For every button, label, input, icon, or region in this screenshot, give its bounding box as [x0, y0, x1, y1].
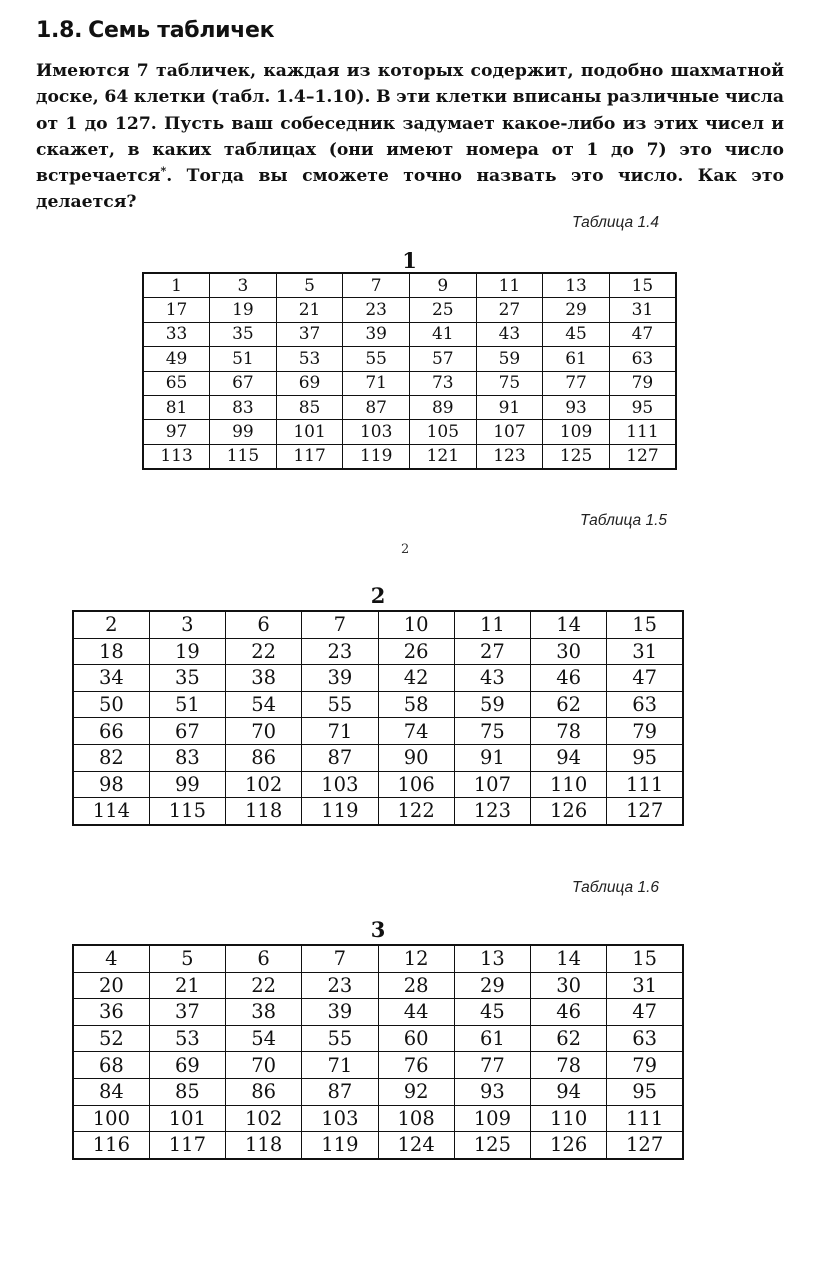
table-cell: 126 [531, 1132, 607, 1159]
table-cell: 119 [302, 1132, 378, 1159]
table-cell: 37 [149, 999, 225, 1026]
table-cell: 54 [226, 1025, 302, 1052]
table-cell: 23 [302, 638, 378, 665]
table-cell: 31 [607, 972, 683, 999]
table-cell: 60 [378, 1025, 454, 1052]
table-cell: 118 [226, 798, 302, 825]
table-cell: 10 [378, 611, 454, 638]
table-row [143, 273, 676, 298]
table-cell: 37 [276, 322, 343, 346]
table-cell: 119 [343, 444, 410, 469]
table-cell: 29 [454, 972, 530, 999]
table-cell: 111 [607, 771, 683, 798]
table-row [143, 420, 676, 444]
table-cell: 115 [149, 798, 225, 825]
table-cell: 76 [378, 1052, 454, 1079]
table-cell: 71 [343, 371, 410, 395]
table-cell: 125 [454, 1132, 530, 1159]
number-table-1 [142, 272, 677, 470]
table-cell: 4 [73, 945, 149, 972]
table-cell: 83 [210, 395, 277, 419]
table-cell: 111 [609, 420, 676, 444]
table-row [73, 945, 683, 972]
table-cell: 55 [343, 347, 410, 371]
table-cell: 86 [226, 744, 302, 771]
table-cell: 3 [149, 611, 225, 638]
table-cell: 63 [609, 347, 676, 371]
table-cell: 23 [343, 298, 410, 322]
table-cell: 75 [476, 371, 543, 395]
table-row [143, 322, 676, 346]
table-cell: 53 [276, 347, 343, 371]
table-cell: 11 [476, 273, 543, 298]
table-cell: 94 [531, 744, 607, 771]
table-cell: 83 [149, 744, 225, 771]
table-cell: 50 [73, 691, 149, 718]
table-cell: 55 [302, 691, 378, 718]
table-cell: 62 [531, 691, 607, 718]
table-cell: 63 [607, 1025, 683, 1052]
section-title: Семь табличек [88, 18, 275, 43]
table-caption-1: Таблица 1.4 [572, 214, 659, 231]
table-cell: 89 [410, 395, 477, 419]
table-cell: 101 [149, 1105, 225, 1132]
table-row [73, 1132, 683, 1159]
table-cell: 39 [343, 322, 410, 346]
table-cell: 13 [543, 273, 610, 298]
table-cell: 94 [531, 1078, 607, 1105]
table-cell: 53 [149, 1025, 225, 1052]
table-cell: 7 [302, 945, 378, 972]
table-cell: 31 [607, 638, 683, 665]
table-cell: 47 [607, 999, 683, 1026]
table-cell: 59 [476, 347, 543, 371]
table-cell: 26 [378, 638, 454, 665]
table-cell: 5 [276, 273, 343, 298]
table-cell: 19 [210, 298, 277, 322]
table-cell: 57 [410, 347, 477, 371]
table-cell: 6 [226, 611, 302, 638]
table-row [143, 347, 676, 371]
table-cell: 21 [276, 298, 343, 322]
table-cell: 117 [149, 1132, 225, 1159]
table-cell: 59 [454, 691, 530, 718]
table-cell: 125 [543, 444, 610, 469]
table-cell: 79 [607, 718, 683, 745]
table-cell: 77 [543, 371, 610, 395]
section-number: 1.8. [36, 18, 83, 43]
table-cell: 35 [149, 665, 225, 692]
table-cell: 124 [378, 1132, 454, 1159]
table-cell: 25 [410, 298, 477, 322]
table-cell: 68 [73, 1052, 149, 1079]
table-cell: 81 [143, 395, 210, 419]
table-cell: 51 [210, 347, 277, 371]
table-cell: 19 [149, 638, 225, 665]
number-table-2 [72, 610, 684, 826]
table-caption-3: Таблица 1.6 [572, 879, 659, 896]
table-cell: 49 [143, 347, 210, 371]
table-cell: 47 [607, 665, 683, 692]
table-cell: 22 [226, 638, 302, 665]
table-cell: 66 [73, 718, 149, 745]
table-cell: 67 [149, 718, 225, 745]
table-cell: 106 [378, 771, 454, 798]
table-cell: 42 [378, 665, 454, 692]
table-cell: 18 [73, 638, 149, 665]
table-row [73, 972, 683, 999]
table-cell: 127 [609, 444, 676, 469]
table-cell: 114 [73, 798, 149, 825]
table-row [143, 371, 676, 395]
problem-statement [36, 58, 784, 216]
table-cell: 51 [149, 691, 225, 718]
table-cell: 61 [454, 1025, 530, 1052]
table-cell: 47 [609, 322, 676, 346]
table-row [73, 691, 683, 718]
table-cell: 92 [378, 1078, 454, 1105]
table-cell: 67 [210, 371, 277, 395]
table-cell: 103 [343, 420, 410, 444]
table-cell: 77 [454, 1052, 530, 1079]
table-cell: 17 [143, 298, 210, 322]
table-cell: 3 [210, 273, 277, 298]
table-cell: 93 [454, 1078, 530, 1105]
table-cell: 15 [607, 611, 683, 638]
table-cell: 85 [276, 395, 343, 419]
table-cell: 105 [410, 420, 477, 444]
table-cell: 79 [607, 1052, 683, 1079]
table-cell: 11 [454, 611, 530, 638]
footnote-mark: * [160, 164, 167, 178]
table-title-1: 1 [402, 248, 417, 273]
table-cell: 9 [410, 273, 477, 298]
table-cell: 75 [454, 718, 530, 745]
table-cell: 109 [454, 1105, 530, 1132]
table-cell: 71 [302, 1052, 378, 1079]
table-cell: 1 [143, 273, 210, 298]
table-cell: 45 [543, 322, 610, 346]
table-cell: 95 [609, 395, 676, 419]
table-cell: 58 [378, 691, 454, 718]
table-row [73, 638, 683, 665]
table-cell: 70 [226, 718, 302, 745]
table-title-2: 2 [370, 583, 386, 608]
table-cell: 109 [543, 420, 610, 444]
table-cell: 86 [226, 1078, 302, 1105]
table-cell: 44 [378, 999, 454, 1026]
table-cell: 102 [226, 1105, 302, 1132]
table-cell: 127 [607, 1132, 683, 1159]
table-cell: 7 [302, 611, 378, 638]
table-cell: 100 [73, 1105, 149, 1132]
table-cell: 103 [302, 771, 378, 798]
table-row [73, 798, 683, 825]
table-cell: 69 [149, 1052, 225, 1079]
table-cell: 34 [73, 665, 149, 692]
table-cell: 91 [476, 395, 543, 419]
table-cell: 61 [543, 347, 610, 371]
table-row [73, 1105, 683, 1132]
table-cell: 87 [302, 1078, 378, 1105]
table-cell: 78 [531, 718, 607, 745]
table-cell: 74 [378, 718, 454, 745]
table-cell: 122 [378, 798, 454, 825]
table-cell: 27 [454, 638, 530, 665]
table-cell: 7 [343, 273, 410, 298]
table-row [73, 744, 683, 771]
table-cell: 87 [343, 395, 410, 419]
table-cell: 123 [454, 798, 530, 825]
table-cell: 84 [73, 1078, 149, 1105]
section-heading [36, 18, 274, 43]
table-row [73, 718, 683, 745]
table-cell: 39 [302, 999, 378, 1026]
table-cell: 69 [276, 371, 343, 395]
table-title-3: 3 [370, 917, 386, 942]
table-cell: 6 [226, 945, 302, 972]
table-cell: 46 [531, 999, 607, 1026]
table-cell: 55 [302, 1025, 378, 1052]
table-cell: 15 [609, 273, 676, 298]
table-cell: 93 [543, 395, 610, 419]
table-cell: 65 [143, 371, 210, 395]
table-cell: 79 [609, 371, 676, 395]
table-row [143, 395, 676, 419]
table-cell: 73 [410, 371, 477, 395]
problem-text: Имеются 7 табличек, каждая из которых содержит, подобно шахматной доске, 64 клетки (табл. 1.4–1.10). В эти клетки вписаны различные числа от 1 до 127. Пусть ваш собеседник задумает какое-либо из этих чисел и скажет, в каких таблицах (они имеют номера от 1 до 7) это число встречается [36, 61, 784, 187]
table-cell: 28 [378, 972, 454, 999]
table-cell: 99 [149, 771, 225, 798]
table-cell: 121 [410, 444, 477, 469]
table-cell: 46 [531, 665, 607, 692]
table-cell: 15 [607, 945, 683, 972]
table-cell: 41 [410, 322, 477, 346]
table-cell: 97 [143, 420, 210, 444]
table-cell: 2 [73, 611, 149, 638]
table-cell: 62 [531, 1025, 607, 1052]
table-row [73, 999, 683, 1026]
table-caption-2: Таблица 1.5 [580, 512, 667, 529]
table-row [73, 1025, 683, 1052]
table-cell: 111 [607, 1105, 683, 1132]
table-row [73, 665, 683, 692]
table-cell: 45 [454, 999, 530, 1026]
table-cell: 20 [73, 972, 149, 999]
table-cell: 119 [302, 798, 378, 825]
table-row [73, 611, 683, 638]
table-cell: 117 [276, 444, 343, 469]
table-cell: 52 [73, 1025, 149, 1052]
table-cell: 107 [476, 420, 543, 444]
table-cell: 5 [149, 945, 225, 972]
table-cell: 127 [607, 798, 683, 825]
table-cell: 27 [476, 298, 543, 322]
table-row [143, 444, 676, 469]
table-cell: 108 [378, 1105, 454, 1132]
table-cell: 43 [454, 665, 530, 692]
table-cell: 126 [531, 798, 607, 825]
table-cell: 71 [302, 718, 378, 745]
table-cell: 113 [143, 444, 210, 469]
table-cell: 118 [226, 1132, 302, 1159]
table-cell: 95 [607, 1078, 683, 1105]
table-cell: 115 [210, 444, 277, 469]
table-cell: 101 [276, 420, 343, 444]
table-cell: 54 [226, 691, 302, 718]
table-cell: 70 [226, 1052, 302, 1079]
table-cell: 12 [378, 945, 454, 972]
table-cell: 103 [302, 1105, 378, 1132]
table-row [143, 298, 676, 322]
table-cell: 87 [302, 744, 378, 771]
table-cell: 98 [73, 771, 149, 798]
table-cell: 110 [531, 1105, 607, 1132]
table-cell: 35 [210, 322, 277, 346]
table-cell: 14 [531, 945, 607, 972]
table-cell: 29 [543, 298, 610, 322]
table-cell: 78 [531, 1052, 607, 1079]
table-cell: 123 [476, 444, 543, 469]
table-cell: 43 [476, 322, 543, 346]
table-cell: 110 [531, 771, 607, 798]
table-cell: 116 [73, 1132, 149, 1159]
problem-text-end: . Тогда вы сможете точно назвать это число. Как это делается? [36, 166, 784, 213]
table-cell: 107 [454, 771, 530, 798]
table-cell: 22 [226, 972, 302, 999]
table-cell: 90 [378, 744, 454, 771]
table-cell: 63 [607, 691, 683, 718]
table-row [73, 1078, 683, 1105]
table-cell: 39 [302, 665, 378, 692]
table-cell: 30 [531, 638, 607, 665]
table-cell: 36 [73, 999, 149, 1026]
number-table-3 [72, 944, 684, 1160]
table-cell: 14 [531, 611, 607, 638]
table-cell: 38 [226, 999, 302, 1026]
table-cell: 33 [143, 322, 210, 346]
table-cell: 85 [149, 1078, 225, 1105]
table-cell: 13 [454, 945, 530, 972]
stray-glyph: 2 [401, 542, 410, 557]
table-cell: 82 [73, 744, 149, 771]
table-cell: 99 [210, 420, 277, 444]
table-cell: 23 [302, 972, 378, 999]
table-row [73, 1052, 683, 1079]
table-cell: 21 [149, 972, 225, 999]
table-cell: 91 [454, 744, 530, 771]
table-cell: 38 [226, 665, 302, 692]
table-cell: 95 [607, 744, 683, 771]
table-row [73, 771, 683, 798]
table-cell: 31 [609, 298, 676, 322]
table-cell: 30 [531, 972, 607, 999]
table-cell: 102 [226, 771, 302, 798]
